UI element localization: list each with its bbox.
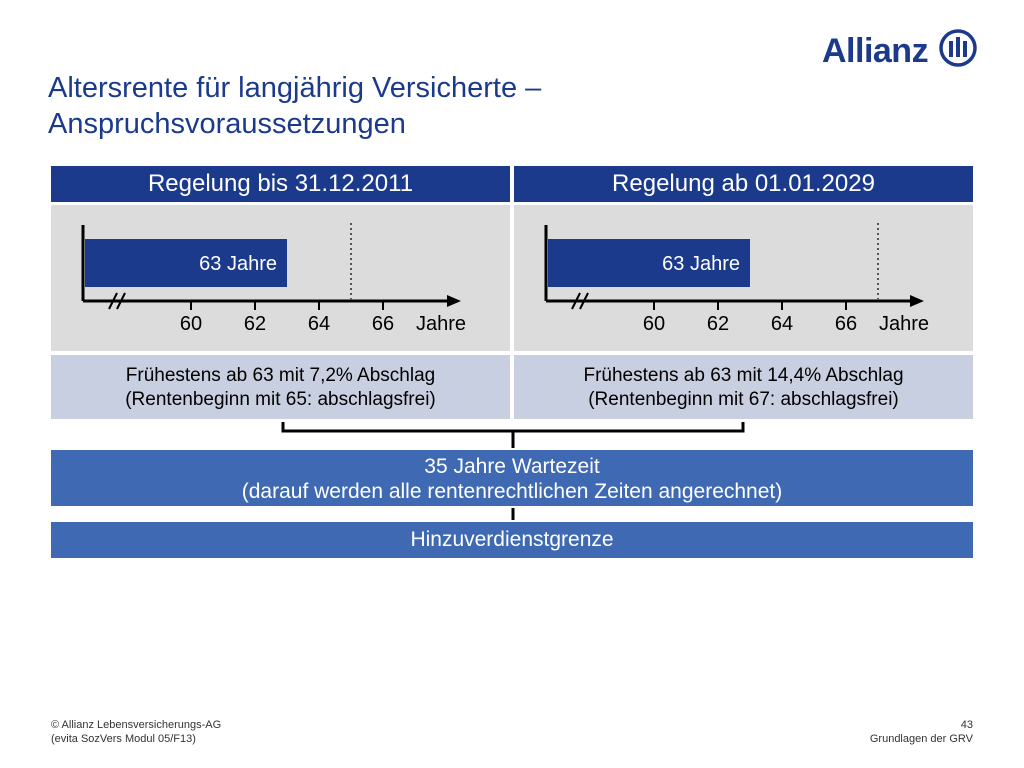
x-axis-arrow [910, 295, 924, 307]
footer-module: (evita SozVers Modul 05/F13) [51, 733, 196, 745]
header-left: Regelung bis 31.12.2011 [51, 166, 510, 202]
header-right: Regelung ab 01.01.2029 [514, 166, 973, 202]
x-axis-arrow [447, 295, 461, 307]
wartezeit-box [51, 450, 973, 506]
footer-section: Grundlagen der GRV [869, 733, 973, 745]
footer-right [870, 718, 973, 746]
timeline-chart-left [51, 205, 510, 351]
wartezeit-line-2: (darauf werden alle rentenrechtlichen Zeiten angerechnet) [241, 480, 783, 503]
hinzuverdienstgrenze-box: Hinzuverdienstgrenze [51, 522, 973, 558]
description-left-line-1: Frühestens ab 63 mit 7,2% Abschlag [125, 365, 436, 386]
bar-label: 63 Jahre [662, 253, 740, 275]
description-right-line-1: Frühestens ab 63 mit 14,4% Abschlag [583, 365, 904, 386]
title-line-2: Anspruchsvoraussetzungen [48, 108, 406, 140]
footer-copyright: © Allianz Lebensversicherungs-AG [51, 719, 222, 731]
description-right [514, 355, 973, 419]
title-line-1: Altersrente für langjährig Versicherte – [48, 72, 542, 104]
footer-left [51, 718, 221, 746]
description-left-line-2: (Rentenbeginn mit 65: abschlagsfrei) [125, 389, 436, 410]
allianz-eagle-icon [938, 28, 978, 68]
description-left [51, 355, 510, 419]
axis-unit-label: Jahre [878, 313, 930, 335]
tick-label-62: 62 [243, 313, 267, 335]
tick-label-62: 62 [706, 313, 730, 335]
tick-label-66: 66 [834, 313, 858, 335]
footer-page-number: 43 [960, 719, 973, 731]
page-title [48, 70, 748, 142]
timeline-panel-right [514, 205, 973, 351]
tick-label-60: 60 [179, 313, 203, 335]
tick-label-64: 64 [307, 313, 331, 335]
timeline-chart-right [514, 205, 973, 351]
tick-label-66: 66 [371, 313, 395, 335]
bar-label: 63 Jahre [199, 253, 277, 275]
description-right-line-2: (Rentenbeginn mit 67: abschlagsfrei) [588, 389, 899, 410]
timeline-panel-left [51, 205, 510, 351]
logo-wordmark: Allianz [822, 32, 929, 70]
allianz-logo [822, 28, 977, 72]
axis-unit-label: Jahre [415, 313, 467, 335]
tick-label-64: 64 [770, 313, 794, 335]
wartezeit-line-1: 35 Jahre Wartezeit [424, 455, 600, 478]
tick-label-60: 60 [642, 313, 666, 335]
